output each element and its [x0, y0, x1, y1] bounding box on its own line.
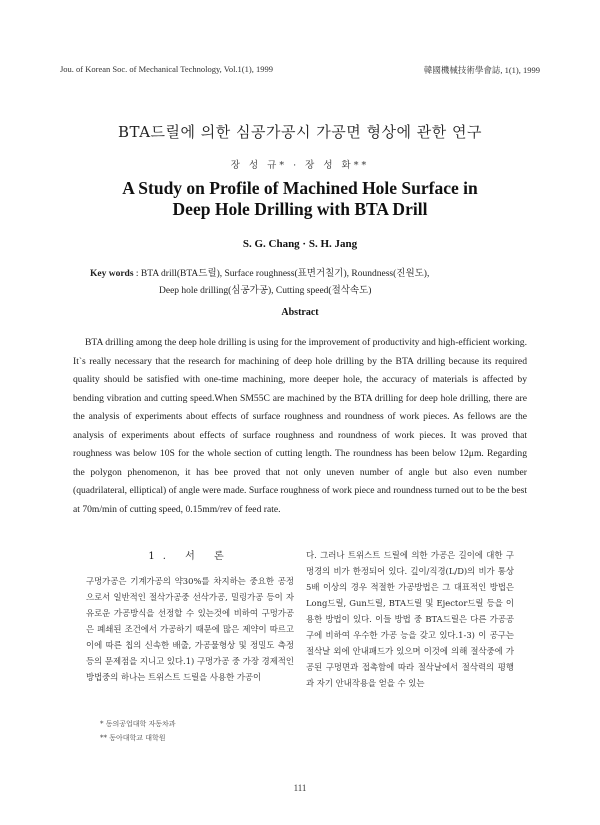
english-title-line-2: Deep Hole Drilling with BTA Drill — [172, 199, 428, 219]
page-number: 111 — [293, 783, 307, 793]
english-title-line-1: A Study on Profile of Machined Hole Surface in — [122, 178, 478, 198]
keywords-block — [90, 266, 540, 300]
footnote-1: * 동의공업대학 자동차과 — [100, 720, 176, 728]
running-header-right: 韓國機械技術學會誌, 1(1), 1999 — [423, 65, 540, 75]
abstract-heading: Abstract — [281, 307, 319, 318]
english-title — [0, 178, 600, 220]
keywords-line-2: Deep hole drilling(심공가공), Cutting speed(절삭속도) — [159, 286, 372, 296]
footnotes — [100, 717, 176, 745]
body-column-right: 다. 그러나 트위스트 드릴에 의한 가공은 길이에 대한 구멍경의 비가 한정되어 있다. 깊이/직경(L/D)의 비가 통상 5배 이상의 경우 적절한 가공방법은 그 대표적인 방법은 Long드릴, Gun드릴, BTA드릴 및 Ejector드릴 등을 이용한 방법이 있다. 이들 방법 중 BTA드릴은 다른 가공공구에 비하여 우수한 가공 능을 갖고 있다.1-3) 이 공구는 절삭날 외에 안내패드가 있으며 이것에 의해 절삭중에 가공된 구멍면과 접촉함에 따라 절삭날에서 절삭력의 평행과 자기 안내작용을 얻을 수 있는 — [306, 550, 514, 688]
section-heading-introduction: 1. 서 론 — [148, 551, 232, 562]
keywords-label: Key words — [90, 269, 134, 279]
english-authors: S. G. Chang · S. H. Jang — [242, 238, 358, 250]
running-header-left: Jou. of Korean Soc. of Mechanical Technology, Vol.1(1), 1999 — [60, 64, 273, 74]
body-column-left: 구멍가공은 기계가공의 약30%를 차지하는 중요한 공정으로서 일반적인 절삭가공중 선삭가공, 밀링가공 등이 자유로운 가공방식을 선정할 수 있는것에 비하여 구멍가공은 폐쇄된 조건에서 가공하기 때문에 많은 제약이 따르고 이에 따른 칩의 신속한 배출, 가공물형상 및 정밀도 측정등의 문제점을 지니고 있다.1) 구멍가공 중 가장 경제적인 방법중의 하나는 트위스트 드릴을 사용한 가공이 — [86, 576, 294, 682]
abstract-body: BTA drilling among the deep hole drilling is using for the improvement of productivity and high-efficient working. It`s really necessary that the research for machining of deep hole drilling by the BTA drilling because its required quality should be satisfied with one-time machining, more deeper hole, the accuracy of materials is affected by bending vibration and cutting speed.When SM55C are machined by the BTA drilling for deep hole drilling, there are the analysis of experiments about effects of surface roughness and roundness of work pieces. As fellows are the analysis of experiments about effects of surface roughness and roundness of work pieces. It was proved that roughness was below 10S for the whole section of cutting length. The roundness has been below 12μm. Regarding the polygon phenomenon, it has bee proved that not only uneven number of angle but also even number (quadrilateral, elliptical) of angle were made. Surface roughness of work piece and roundness turned out to be the best at 70m/min of cutting speed, 0.15mm/rev of feed rate. — [73, 337, 527, 515]
footnote-2: ** 동아대학교 대학원 — [100, 734, 166, 742]
korean-authors: 장 성 규* · 장 성 화** — [230, 160, 370, 171]
keywords-line-1: : BTA drill(BTA드릴), Surface roughness(표면거칠기), Roundness(진원도), — [135, 269, 430, 279]
korean-title: BTA드릴에 의한 심공가공시 가공면 형상에 관한 연구 — [118, 123, 482, 141]
